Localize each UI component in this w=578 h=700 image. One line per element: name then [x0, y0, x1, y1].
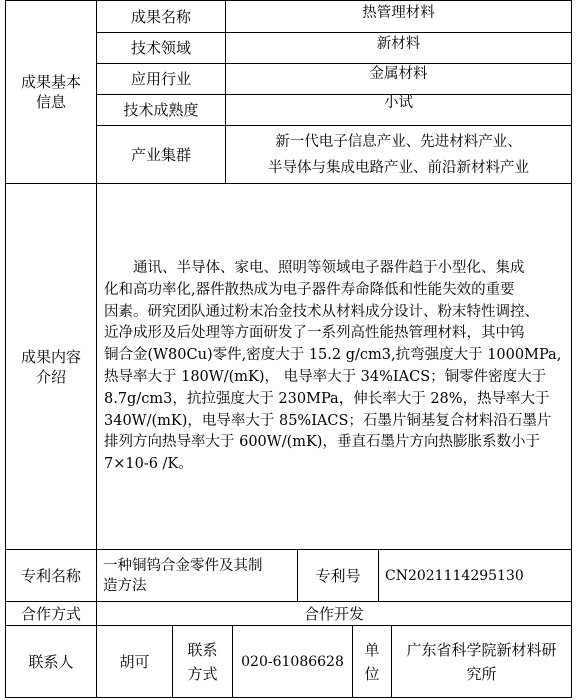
unit-label-line: 单 — [364, 640, 380, 659]
content-label: 成果内容 介绍 — [20, 347, 81, 386]
unit-value — [392, 626, 571, 697]
patent-name-label: 专利名称 — [20, 566, 81, 585]
patent-number-value: CN2021114295130 — [385, 567, 524, 584]
contact-person-value: 胡可 — [119, 652, 150, 671]
achievement-name-value: 热管理材料 — [362, 5, 435, 21]
industry-value: 金属材料 — [369, 66, 428, 82]
cooperation-value: 合作开发 — [303, 604, 364, 623]
contact-method-label-line: 方式 — [187, 664, 218, 683]
content-line: 铜合金(W80Cu)零件,密度大于 15.2 g/cm3,抗弯强度大于 1000MPa, — [104, 347, 562, 364]
unit-label-line: 位 — [364, 664, 380, 683]
achievement-name-label: 成果名称 — [130, 7, 191, 26]
content-line: 7×10-6 /K。 — [104, 456, 193, 473]
content-line: 因素。研究团队通过粉末冶金技术从材料成分设计、粉末特性调控、 — [104, 303, 539, 320]
unit-value-line: 究所 — [466, 664, 497, 683]
industry-cluster-line: 新一代电子信息产业、先进材料产业、 — [275, 133, 522, 150]
content-line: 热导率大于 180W/(mK)， 电导率大于 34%IACS；铜零件密度大于 — [104, 368, 547, 385]
tech-field-label: 技术领域 — [130, 39, 191, 57]
patent-name-value — [97, 550, 297, 601]
cooperation-label: 合作方式 — [20, 604, 81, 623]
contact-method-label — [173, 626, 232, 697]
industry-label: 应用行业 — [130, 70, 191, 88]
patent-number-label: 专利号 — [315, 566, 361, 585]
contact-method-label-line: 联系 — [187, 640, 218, 659]
industry-cluster-value — [226, 126, 571, 183]
industry-cluster-line: 半导体与集成电路产业、前沿新材料产业 — [268, 159, 529, 176]
content-line: 排列方向热导率大于 600W/(mK)，垂直石墨片方向热膨胀系数小于 — [104, 434, 540, 451]
maturity-label: 技术成熟度 — [123, 101, 199, 119]
contact-phone-value: 020-61086628 — [241, 653, 344, 670]
maturity-value: 小试 — [384, 95, 413, 111]
content-line: 8.7g/cm3，抗拉强度大于 230MPa，伸长率大于 28%，热导率大于 — [104, 390, 550, 407]
unit-label — [353, 626, 391, 697]
content-line: 化和高功率化,器件散热成为电子器件寿命降低和性能失效的重要 — [104, 281, 515, 298]
content-line: 340W/(mK)，电导率大于 85%IACS；石墨片铜基复合材料沿石墨片 — [104, 412, 552, 429]
content-line: 近净成形及后处理等方面研发了一系列高性能热管理材料，其中钨 — [104, 325, 525, 342]
content-description — [104, 258, 572, 476]
unit-value-line: 广东省科学院新材料研 — [406, 640, 557, 659]
tech-field-value: 新材料 — [376, 36, 421, 52]
contact-person-label: 联系人 — [28, 652, 74, 671]
content-line: 通讯、半导体、家电、照明等领域电子器件趋于小型化、集成 — [104, 260, 525, 276]
industry-cluster-label: 产业集群 — [130, 145, 191, 164]
patent-name-line: 一种铜钨合金零件及其制 — [103, 557, 263, 574]
basic-info-label: 成果基本 信息 — [20, 73, 81, 111]
patent-name-line: 造方法 — [103, 577, 147, 594]
